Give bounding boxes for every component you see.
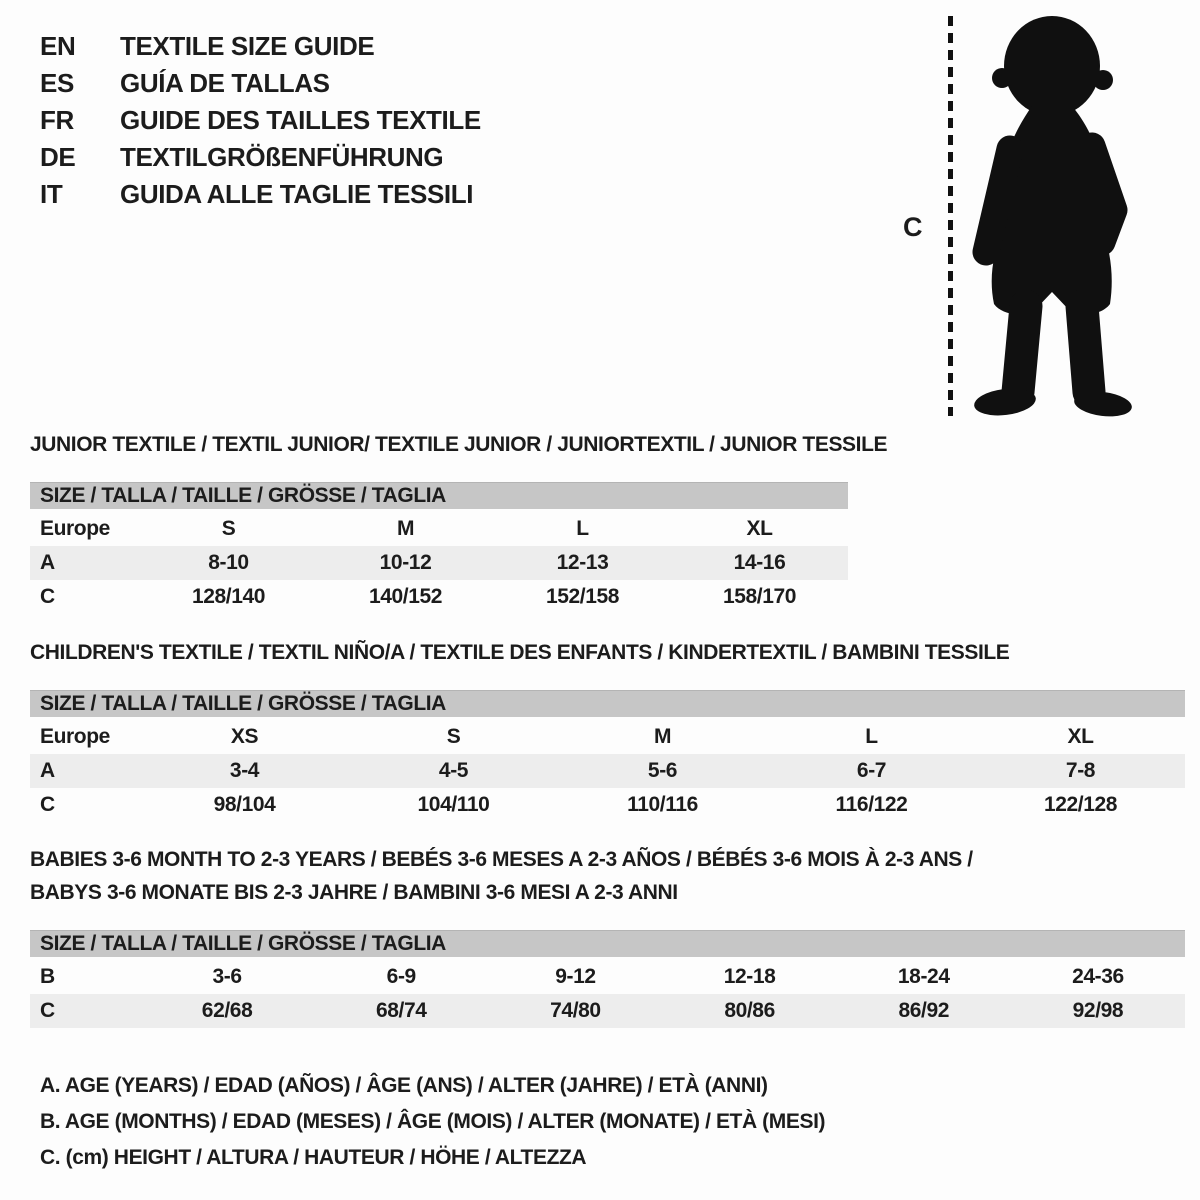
size-cell: XS (230, 725, 259, 748)
size-cell: L (865, 725, 878, 748)
size-cell: 92/98 (1072, 999, 1124, 1022)
size-cell: 7-8 (1065, 759, 1096, 782)
size-cell: 24-36 (1072, 965, 1124, 988)
legend-line: A. AGE (YEARS) / EDAD (AÑOS) / ÂGE (ANS) / ALTER (JAHRE) / ETÀ (ANNI) (40, 1074, 768, 1097)
size-cell: 104/110 (417, 793, 490, 816)
language-row (40, 139, 481, 176)
size-section-babies (30, 843, 1185, 1028)
size-cell: 6-9 (386, 965, 416, 988)
language-label: TEXTILGRÖßENFÜHRUNG (120, 142, 444, 172)
size-cell: M (653, 725, 672, 748)
size-cell: 5-6 (647, 759, 678, 782)
language-code: DE (40, 142, 76, 172)
row-label: C (40, 585, 55, 608)
language-code: ES (40, 68, 74, 98)
size-header-band: SIZE / TALLA / TAILLE / GRÖSSE / TAGLIA (30, 930, 1185, 957)
row-label: A (40, 759, 55, 782)
size-cell: 8-10 (208, 551, 249, 574)
size-section-children (30, 636, 1185, 822)
section-title (30, 636, 1185, 669)
size-cell: 62/68 (201, 999, 253, 1022)
size-cell: 80/86 (724, 999, 775, 1022)
row-label: Europe (40, 725, 110, 748)
row-label: Europe (40, 517, 110, 540)
size-cell: 74/80 (550, 999, 601, 1022)
language-label: GUIDA ALLE TAGLIE TESSILI (120, 179, 474, 209)
legend-line: C. (cm) HEIGHT / ALTURA / HAUTEUR / HÖHE / ALTEZZA (40, 1146, 587, 1169)
row-label: C (40, 999, 55, 1022)
size-cell: 86/92 (898, 999, 950, 1022)
language-code: FR (40, 105, 74, 135)
size-cell: 98/104 (213, 793, 276, 816)
section-title-line: BABIES 3-6 MONTH TO 2-3 YEARS / BEBÉS 3-6 MESES A 2-3 AÑOS / BÉBÉS 3-6 MOIS À 2-3 ANS / (30, 848, 973, 871)
section-title (30, 843, 1185, 909)
row-label: C (40, 793, 55, 816)
size-cell: 128/140 (191, 585, 266, 608)
row-label: B (40, 965, 55, 988)
size-cell: 116/122 (835, 793, 908, 816)
size-cell: 3-4 (229, 759, 260, 782)
language-label: TEXTILE SIZE GUIDE (120, 31, 375, 61)
size-header-band: SIZE / TALLA / TAILLE / GRÖSSE / TAGLIA (30, 690, 1185, 717)
size-cell: 122/128 (1043, 793, 1118, 816)
height-measure-dashed-line (948, 16, 953, 416)
size-header-band: SIZE / TALLA / TAILLE / GRÖSSE / TAGLIA (30, 482, 848, 509)
size-cell: 158/170 (722, 585, 797, 608)
size-cell: 3-6 (212, 965, 242, 988)
size-table-row (30, 512, 848, 546)
size-table-row (30, 788, 1185, 822)
size-cell: 110/116 (627, 793, 698, 816)
language-list (40, 28, 481, 213)
size-table-row (30, 720, 1185, 754)
size-cell: XL (746, 517, 773, 540)
size-table-row (30, 754, 1185, 788)
size-cell: 4-5 (438, 759, 469, 782)
language-row (40, 176, 481, 213)
size-cell: 68/74 (375, 999, 427, 1022)
language-row (40, 102, 481, 139)
size-cell: 12-13 (556, 551, 609, 574)
size-cell: 10-12 (379, 551, 432, 574)
size-table-row (30, 960, 1185, 994)
size-table-row (30, 994, 1185, 1028)
size-cell: 14-16 (733, 551, 786, 574)
language-row (40, 28, 481, 65)
language-code: EN (40, 31, 76, 61)
language-label: GUÍA DE TALLAS (120, 68, 330, 98)
language-row (40, 65, 481, 102)
size-cell: 140/152 (368, 585, 443, 608)
size-cell: XL (1067, 725, 1094, 748)
size-cell: 152/158 (545, 585, 620, 608)
size-cell: 12-18 (723, 965, 776, 988)
row-label: A (40, 551, 55, 574)
size-cell: S (221, 517, 236, 540)
section-title (30, 428, 888, 461)
measurement-legend (40, 1068, 825, 1176)
height-measure-label: C (903, 212, 923, 242)
toddler-silhouette-icon (960, 14, 1142, 420)
size-cell: 6-7 (856, 759, 887, 782)
section-title-line: CHILDREN'S TEXTILE / TEXTIL NIÑO/A / TEXTILE DES ENFANTS / KINDERTEXTIL / BAMBINI TESSILE (30, 641, 1010, 664)
section-title-line: BABYS 3-6 MONATE BIS 2-3 JAHRE / BAMBINI 3-6 MESI A 2-3 ANNI (30, 881, 678, 904)
size-cell: M (396, 517, 415, 540)
size-cell: 9-12 (555, 965, 596, 988)
language-label: GUIDE DES TAILLES TEXTILE (120, 105, 481, 135)
size-cell: 18-24 (897, 965, 950, 988)
size-cell: S (446, 725, 461, 748)
language-code: IT (40, 179, 63, 209)
section-title-line: JUNIOR TEXTILE / TEXTIL JUNIOR/ TEXTILE JUNIOR / JUNIORTEXTIL / JUNIOR TESSILE (30, 433, 888, 456)
size-cell: L (576, 517, 589, 540)
size-section-junior (30, 428, 888, 614)
size-table-row (30, 546, 848, 580)
size-table-row (30, 580, 848, 614)
legend-line: B. AGE (MONTHS) / EDAD (MESES) / ÂGE (MOIS) / ALTER (MONATE) / ETÀ (MESI) (40, 1110, 826, 1133)
